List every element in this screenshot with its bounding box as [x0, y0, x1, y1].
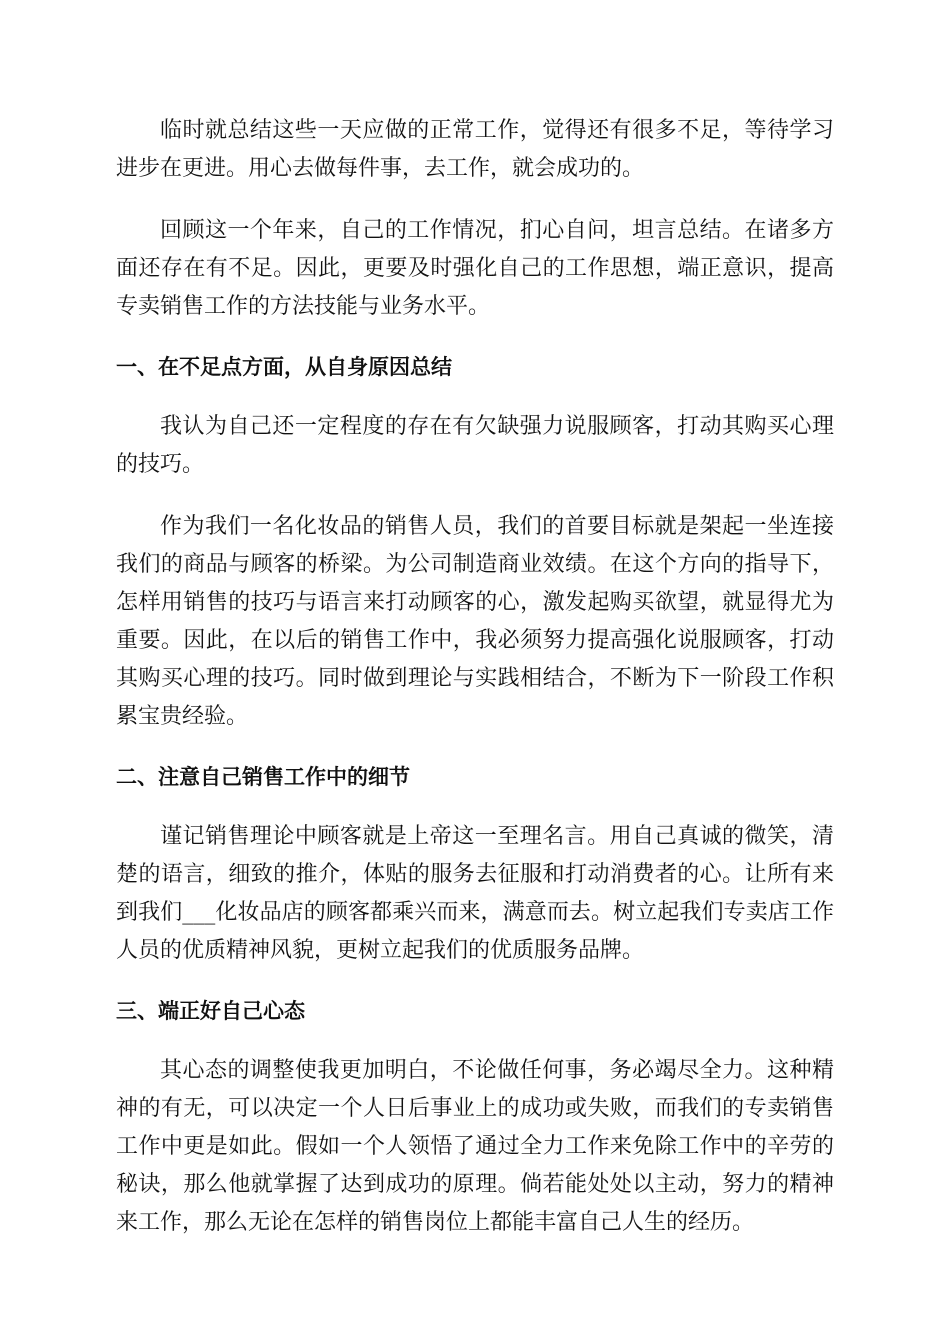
section-1-paragraph-2: 作为我们一名化妆品的销售人员，我们的首要目标就是架起一坐连接我们的商品与顾客的桥梁。为公司制造商业效绩。在这个方向的指导下，怎样用销售的技巧与语言来打动顾客的心，激发起购买欲望，就显得尤为重要。因此，在以后的销售工作中，我必须努力提高强化说服顾客，打动其购买心理的技巧。同时做到理论与实践相结合，不断为下一阶段工作积累宝贵经验。: [116, 514, 834, 729]
document-body: [116, 112, 834, 1266]
section-1-heading: 一、在不足点方面，从自身原因总结: [116, 355, 452, 379]
section-2-heading: 二、注意自己销售工作中的细节: [116, 765, 410, 789]
intro-paragraph-1: 临时就总结这些一天应做的正常工作，觉得还有很多不足，等待学习进步在更进。用心去做每件事，去工作，就会成功的。: [116, 118, 834, 181]
section-3-heading: 三、端正好自己心态: [116, 999, 305, 1023]
section-3-paragraph-1: 其心态的调整使我更加明白，不论做任何事，务必竭尽全力。这种精神的有无，可以决定一个人日后事业上的成功或失败，而我们的专卖销售工作中更是如此。假如一个人领悟了通过全力工作来免除工作中的辛劳的秘诀，那么他就掌握了达到成功的原理。倘若能处处以主动，努力的精神来工作，那么无论在怎样的销售岗位上都能丰富自己人生的经历。: [116, 1058, 834, 1235]
section-2-paragraph-1: 谨记销售理论中顾客就是上帝这一至理名言。用自己真诚的微笑，清楚的语言，细致的推介，体贴的服务去征服和打动消费者的心。让所有来到我们___化妆品店的顾客都乘兴而来，满意而去。树立起我们专卖店工作人员的优质精神风貌，更树立起我们的优质服务品牌。: [116, 824, 834, 963]
intro-paragraph-2: 回顾这一个年来，自己的工作情况，扪心自问，坦言总结。在诸多方面还存在有不足。因此，更要及时强化自己的工作思想，端正意识，提高专卖销售工作的方法技能与业务水平。: [116, 218, 834, 319]
section-1-paragraph-1: 我认为自己还一定程度的存在有欠缺强力说服顾客，打动其购买心理的技巧。: [116, 414, 834, 477]
